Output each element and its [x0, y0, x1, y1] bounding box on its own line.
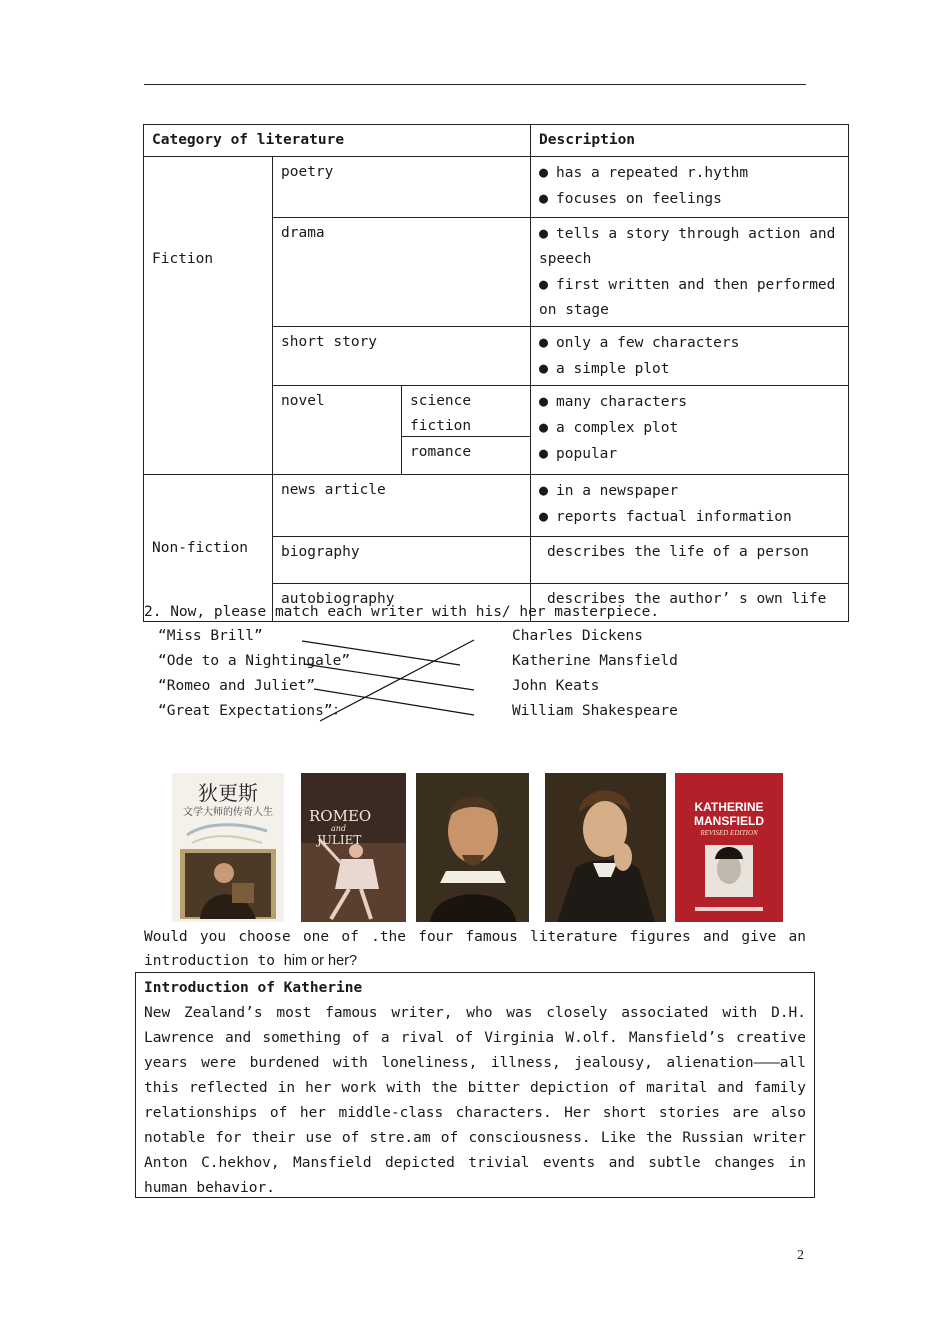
km-cover-art: [675, 773, 783, 922]
table-row: [144, 157, 849, 218]
header-category: Category of literature: [144, 125, 531, 157]
matching-lines: [144, 600, 844, 730]
romeo-title: ROMEO: [309, 807, 372, 825]
header-rule: [144, 84, 806, 85]
romeo-juliet-cover-image: [301, 773, 406, 922]
match-line: [302, 641, 460, 665]
km-title-2: MANSFIELD: [694, 814, 764, 828]
work-item: “Romeo and Juliet”: [158, 678, 316, 694]
science-fiction-cell: science fiction: [402, 386, 530, 437]
writer-item: Charles Dickens: [512, 628, 643, 644]
short-story-description: ● only a few characters ● a simple plot: [531, 327, 849, 386]
dickens-title: 狄更斯: [198, 781, 258, 805]
writer-item: John Keats: [512, 678, 600, 694]
mansfield-book-cover-image: [675, 773, 783, 922]
match-line: [320, 640, 474, 721]
writer-item: William Shakespeare: [512, 703, 678, 719]
keats-portrait-image: [545, 773, 666, 922]
fiction-label: Fiction: [144, 157, 273, 475]
table-header-row: [144, 125, 849, 157]
km-title-1: KATHERINE: [694, 800, 764, 814]
novel-subtypes: [402, 386, 531, 475]
ballet-art: [301, 773, 406, 922]
nonfiction-label: Non-fiction: [144, 475, 273, 622]
match-line: [304, 664, 474, 690]
dickens-book-cover-image: [172, 773, 284, 922]
shakespeare-art: [416, 773, 529, 922]
introduction-title: Introduction of Katherine: [144, 980, 363, 996]
matching-question: 2. Now, please match each writer with his/ her masterpiece.: [144, 604, 660, 620]
news-description: ● in a newspaper ● reports factual information: [531, 475, 849, 537]
km-edition: REVISED EDITION: [700, 829, 758, 837]
dickens-subtitle: 文学大师的传奇人生: [183, 807, 273, 818]
drama-cell: drama: [273, 218, 531, 327]
literature-table: [143, 124, 849, 622]
news-cell: news article: [273, 475, 531, 537]
drama-description: ● tells a story through action and speech ● first written and then performed on stage: [531, 218, 849, 327]
page-number: 2: [797, 1248, 804, 1263]
keats-art: [545, 773, 666, 922]
poetry-cell: poetry: [273, 157, 531, 218]
dickens-cover-art: [172, 773, 284, 922]
poetry-description: ● has a repeated r.hythm ● focuses on feelings: [531, 157, 849, 218]
work-item: “Ode to a Nightingale”: [158, 653, 351, 669]
romeo-and: and: [331, 824, 347, 833]
work-item: “Great Expectations”：: [158, 703, 348, 719]
romance-cell: romance: [410, 444, 472, 460]
writer-item: Katherine Mansfield: [512, 653, 678, 669]
novel-cell: novel: [273, 386, 402, 475]
header-description: Description: [531, 125, 849, 157]
table-row: [144, 475, 849, 537]
romeo-juliet-title: JULIET: [317, 833, 362, 847]
novel-description: ● many characters ● a complex plot ● popular: [531, 386, 849, 475]
autobiography-cell: autobiography: [273, 584, 531, 622]
prompt-line-2: introduction to him or her?: [144, 953, 358, 969]
introduction-box: [135, 972, 815, 1198]
biography-cell: biography: [273, 537, 531, 584]
introduction-body: New Zealand’s most famous writer, who was closely associated with D.H. Lawrence and something of a rival of Virginia W.olf. Mansfield’s creative years were burdened with loneliness, illness, jealousy, alienation———all this reflected in her work with the bitter depiction of marital and family relationships of her middle-class characters. Her short stories are also notable for their use of stre.am of consciousness. Like the Russian writer Anton C.hekhov, Mansfield depicted trivial events and subtle changes in human behavior.: [144, 1005, 806, 1196]
shakespeare-portrait-image: [416, 773, 529, 922]
autobiography-description: describes the author’ s own life: [531, 584, 849, 622]
work-item: “Miss Brill”: [158, 628, 263, 644]
prompt-line-1: Would you choose one of .the four famous literature figures and give an: [144, 929, 806, 945]
biography-description: describes the life of a person: [531, 537, 849, 584]
short-story-cell: short story: [273, 327, 531, 386]
